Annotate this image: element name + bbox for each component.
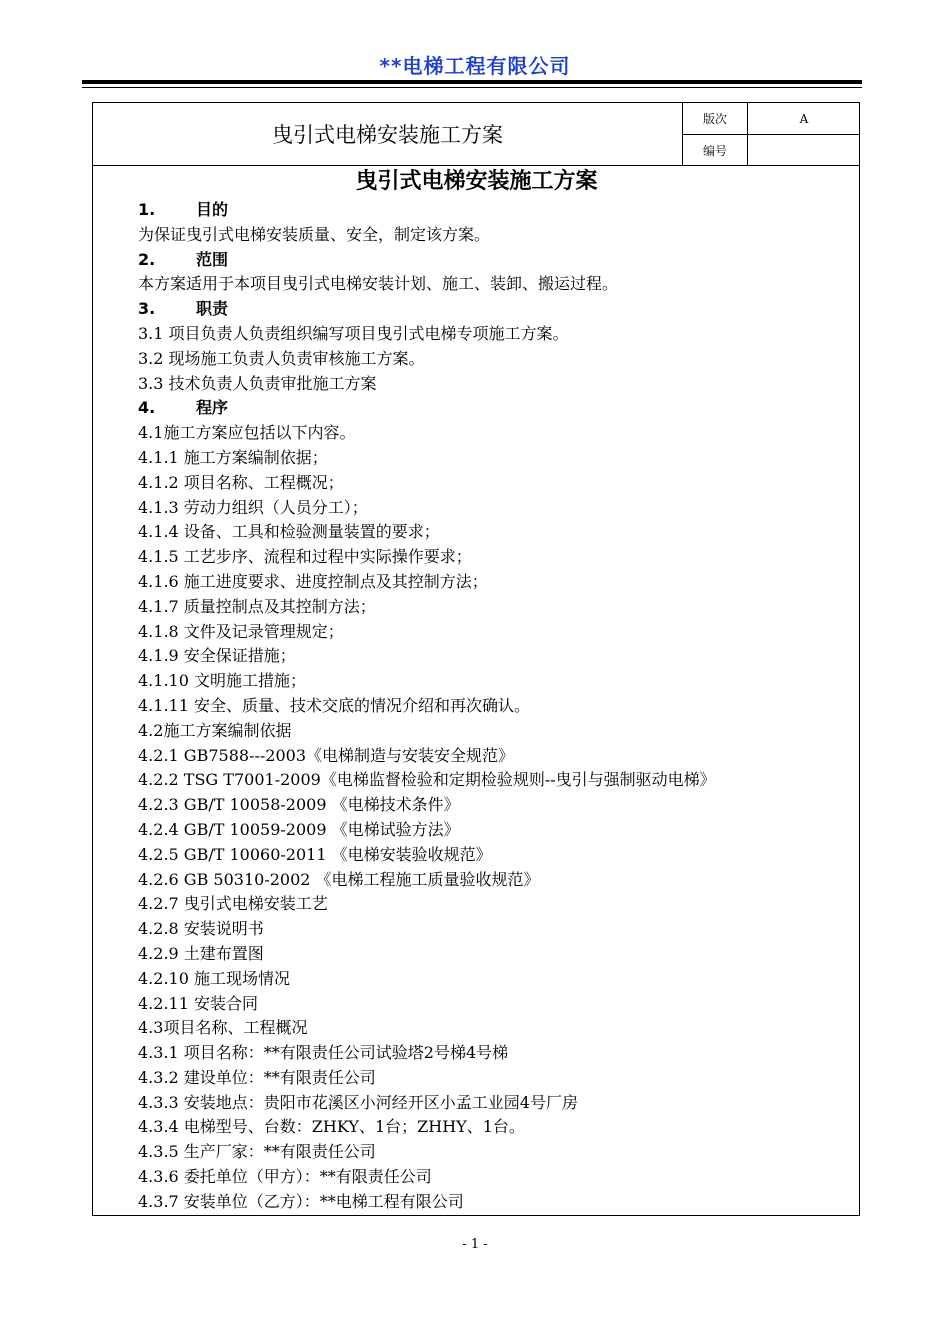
version-label: 版次 bbox=[702, 112, 727, 126]
header-rule-thin bbox=[82, 87, 862, 88]
section-number: 4. bbox=[138, 398, 156, 418]
document-title: 曳引式电梯安装施工方案 bbox=[355, 168, 598, 194]
list-item: 4.2.7 曳引式电梯安装工艺 bbox=[138, 894, 328, 914]
section-title: 目的 bbox=[196, 200, 229, 219]
paragraph: 为保证曳引式电梯安装质量、安全，制定该方案。 bbox=[138, 224, 491, 244]
list-item: 4.2.8 安装说明书 bbox=[138, 919, 264, 939]
list-item: 4.1.1 施工方案编制依据； bbox=[138, 447, 328, 467]
list-item: 4.1.4 设备、工具和检验测量装置的要求； bbox=[138, 522, 440, 542]
list-item: 4.3.7 安装单位（乙方）：**电梯工程有限公司 bbox=[138, 1191, 464, 1211]
list-item: 4.3.5 生产厂家：**有限责任公司 bbox=[138, 1142, 376, 1162]
page-number: - 1 - bbox=[462, 1237, 488, 1252]
list-item: 4.1.9 安全保证措施； bbox=[138, 646, 296, 666]
list-item: 3.1 项目负责人负责组织编写项目曳引式电梯专项施工方案。 bbox=[138, 323, 569, 343]
list-item: 4.2.10 施工现场情况 bbox=[138, 968, 290, 988]
section-heading bbox=[138, 297, 853, 322]
list-item: 4.2.11 安装合同 bbox=[138, 993, 258, 1013]
list-item: 3.3 技术负责人负责审批施工方案 bbox=[138, 373, 377, 393]
list-item: 4.2.2 TSG T7001-2009《电梯监督检验和定期检验规则--曳引与强制驱动电梯》 bbox=[138, 770, 716, 790]
version-value: A bbox=[799, 111, 809, 126]
list-item: 4.2.3 GB/T 10058-2009 《电梯技术条件》 bbox=[138, 795, 460, 815]
section-number: 3. bbox=[138, 299, 156, 319]
section-title: 程序 bbox=[196, 398, 229, 418]
list-item: 4.2.5 GB/T 10060-2011 《电梯安装验收规范》 bbox=[138, 844, 492, 864]
paragraph: 本方案适用于本项目曳引式电梯安装计划、施工、装卸、搬运过程。 bbox=[138, 274, 619, 294]
list-item: 4.3.2 建设单位：**有限责任公司 bbox=[138, 1067, 376, 1087]
list-item: 4.1.6 施工进度要求、进度控制点及其控制方法； bbox=[138, 571, 488, 591]
list-item: 4.1.11 安全、质量、技术交底的情况介绍和再次确认。 bbox=[138, 695, 530, 715]
section-title: 范围 bbox=[196, 249, 229, 269]
list-item: 4.3.3 安装地点：贵阳市花溪区小河经开区小孟工业园4号厂房 bbox=[138, 1092, 578, 1112]
header-rule-thick bbox=[82, 80, 862, 84]
section-number: 2. bbox=[138, 249, 156, 269]
section-title: 职责 bbox=[196, 299, 229, 319]
list-item: 4.2.1 GB7588---2003《电梯制造与安装安全规范》 bbox=[138, 745, 514, 765]
list-item: 4.2.9 土建布置图 bbox=[138, 943, 264, 963]
list-item: 4.1.3 劳动力组织（人员分工）； bbox=[138, 497, 368, 517]
list-item: 4.2.4 GB/T 10059-2009 《电梯试验方法》 bbox=[138, 819, 460, 839]
list-item: 4.1.10 文明施工措施； bbox=[138, 671, 306, 691]
list-item: 4.3.4 电梯型号、台数：ZHKY、1台；ZHHY、1台。 bbox=[138, 1117, 525, 1137]
list-item: 4.3项目名称、工程概况 bbox=[138, 1018, 308, 1038]
document-body bbox=[138, 198, 853, 1215]
list-item: 4.1.5 工艺步序、流程和过程中实际操作要求； bbox=[138, 547, 472, 567]
list-item: 4.1.8 文件及记录管理规定； bbox=[138, 621, 344, 641]
list-item: 4.2.6 GB 50310-2002 《电梯工程施工质量验收规范》 bbox=[138, 869, 540, 889]
section-heading bbox=[138, 396, 853, 421]
list-item: 4.1.2 项目名称、工程概况； bbox=[138, 472, 344, 492]
list-item: 4.3.6 委托单位（甲方）：**有限责任公司 bbox=[138, 1167, 432, 1187]
list-item: 4.1.7 质量控制点及其控制方法； bbox=[138, 596, 376, 616]
list-item: 4.3.1 项目名称：**有限责任公司试验塔2号梯4号梯 bbox=[138, 1043, 509, 1063]
list-item: 4.1施工方案应包括以下内容。 bbox=[138, 423, 356, 443]
section-heading bbox=[138, 248, 853, 273]
section-heading bbox=[138, 198, 853, 223]
company-header: **电梯工程有限公司 bbox=[379, 54, 571, 78]
list-item: 3.2 现场施工负责人负责审核施工方案。 bbox=[138, 348, 425, 368]
section-number: 1. bbox=[138, 200, 156, 219]
table-head-title: 曳引式电梯安装施工方案 bbox=[272, 123, 503, 147]
number-label: 编号 bbox=[702, 143, 727, 158]
list-item: 4.2施工方案编制依据 bbox=[138, 720, 292, 740]
number-value bbox=[748, 135, 860, 165]
